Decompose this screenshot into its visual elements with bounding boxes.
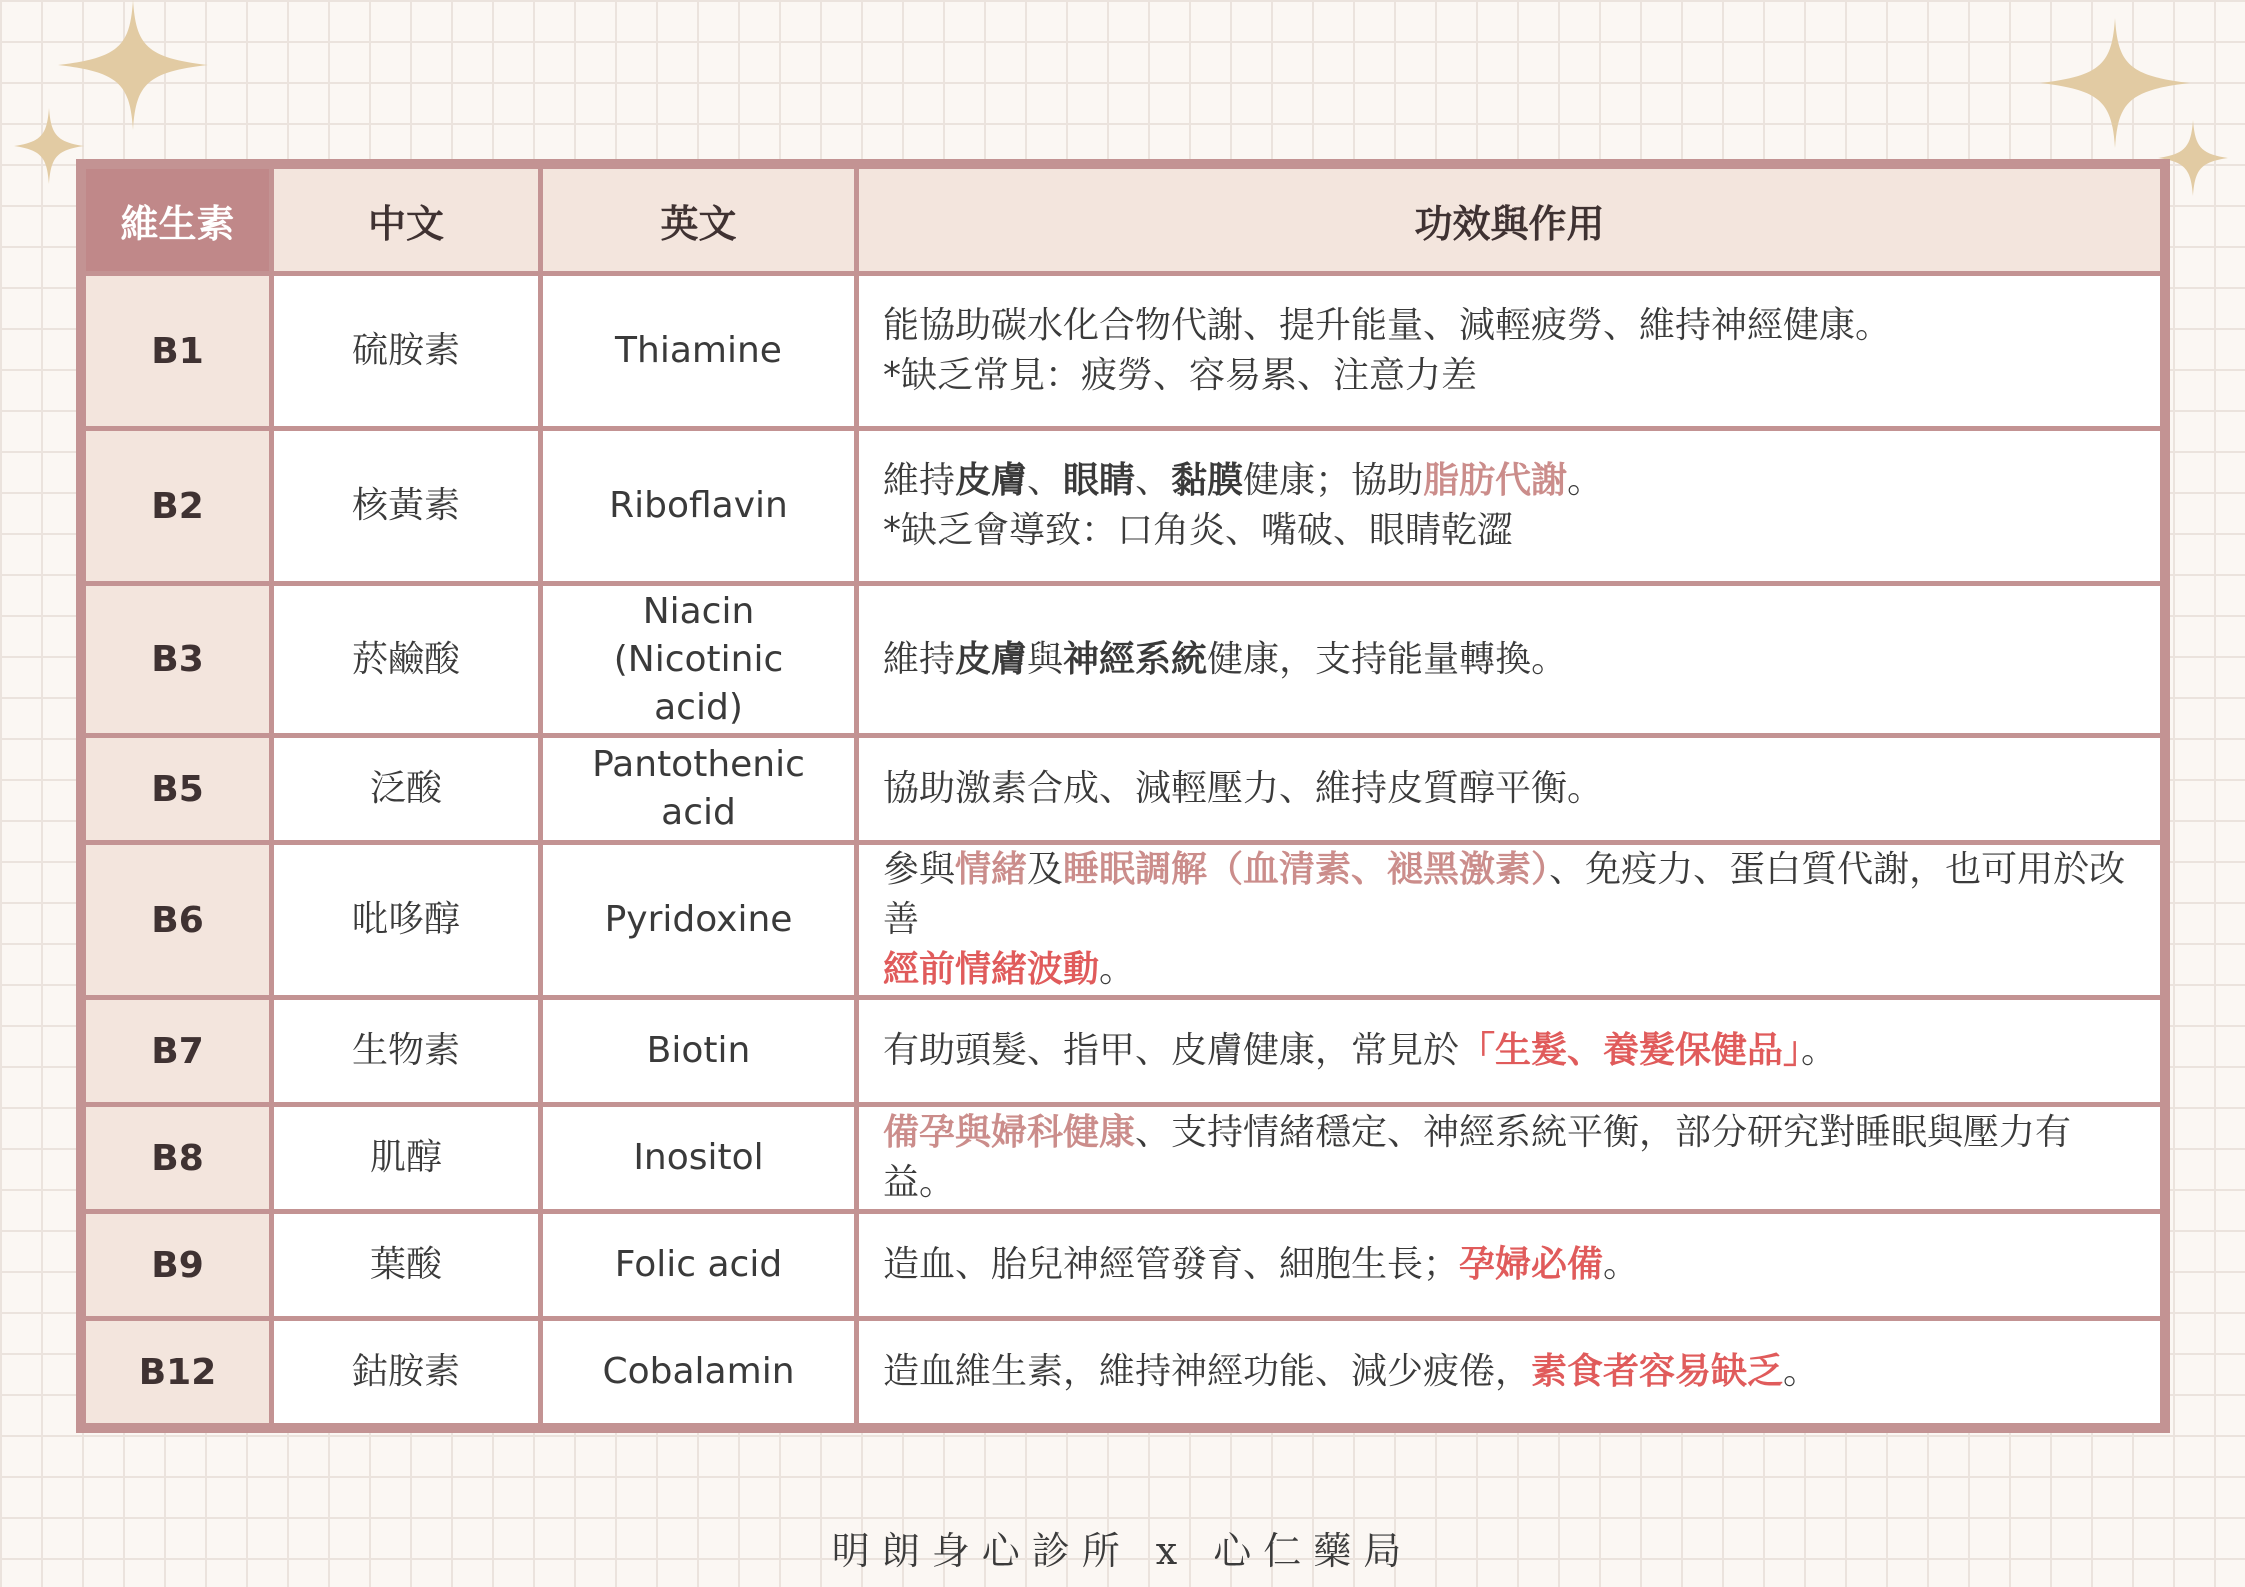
effects-line (883, 1026, 2138, 1076)
effects-text: 。 (1783, 1351, 1820, 1392)
cell-english-name (541, 736, 857, 843)
english-name-line: Thiamine (615, 330, 782, 371)
english-name-line: Riboflavin (609, 485, 788, 526)
effects-line (883, 1108, 2138, 1208)
effects-line (883, 1347, 2138, 1397)
cell-effects (857, 1319, 2163, 1426)
sparkle-icon-top-left-small (14, 108, 84, 184)
effects-highlight: 素食者容易缺乏 (1531, 1351, 1784, 1392)
effects-text: 維持 (883, 460, 956, 501)
effects-highlight: 黏膜 (1171, 460, 1244, 501)
table-row (84, 584, 2163, 736)
effects-text: 、免疫力、蛋白質代謝，也可用於改善 (883, 849, 2126, 940)
effects-highlight: 神經系統 (1063, 638, 1208, 680)
effects-text: 造血維生素，維持神經功能、減少疲倦， (883, 1351, 1532, 1392)
table-row (84, 998, 2163, 1105)
english-name-line: Pantothenic acid (592, 744, 805, 833)
footer-credit: 明朗身心診所 x 心仁藥局 (831, 1529, 1414, 1573)
effects-text: 健康；協助 (1243, 460, 1424, 501)
cell-vitamin: B12 (84, 1319, 272, 1426)
effects-text: 。 (1567, 460, 1604, 501)
english-name-line: Biotin (646, 1030, 751, 1071)
effects-line (883, 635, 2138, 685)
cell-chinese-name: 硫胺素 (272, 274, 541, 429)
effects-text: 、 (1027, 460, 1064, 501)
effects-highlight: 眼睛 (1063, 460, 1136, 501)
effects-line (883, 506, 2138, 556)
cell-english-name (541, 274, 857, 429)
table-row (84, 1319, 2163, 1426)
cell-chinese-name: 菸鹼酸 (272, 584, 541, 736)
effects-text: 維持 (883, 638, 956, 680)
effects-highlight: 經前情緒波動 (883, 949, 1100, 990)
effects-text: 。 (1099, 949, 1136, 990)
cell-chinese-name: 核黃素 (272, 429, 541, 584)
effects-text: 、支持情緒穩定、神經系統平衡，部分研究對睡眠與壓力有益。 (883, 1112, 2072, 1203)
table-row (84, 736, 2163, 843)
vitamin-table-grid (81, 164, 2165, 1428)
table-row (84, 1212, 2163, 1319)
cell-effects (857, 584, 2163, 736)
cell-vitamin: B1 (84, 274, 272, 429)
cell-vitamin: B9 (84, 1212, 272, 1319)
effects-highlight: 「生髮、養髮保健品」 (1459, 1030, 1802, 1071)
english-name-line: (Nicotinic acid) (613, 638, 784, 728)
english-name-line: Pyridoxine (604, 899, 793, 940)
english-name-line: Cobalamin (602, 1351, 795, 1392)
cell-english-name (541, 998, 857, 1105)
effects-text: 。 (1801, 1030, 1838, 1071)
cell-effects (857, 429, 2163, 584)
effects-line (883, 351, 2138, 401)
cell-chinese-name: 泛酸 (272, 736, 541, 843)
cell-english-name (541, 1212, 857, 1319)
cell-effects (857, 1212, 2163, 1319)
cell-english-name (541, 584, 857, 736)
cell-chinese-name: 吡哆醇 (272, 843, 541, 998)
effects-line (883, 456, 2138, 506)
effects-highlight: 睡眠調解（血清素、褪黑激素） (1063, 849, 1550, 890)
english-name-line: Niacin (642, 590, 755, 632)
cell-effects (857, 274, 2163, 429)
english-name-line: Folic acid (614, 1244, 783, 1285)
effects-text: 。 (1603, 1244, 1640, 1285)
cell-chinese-name: 葉酸 (272, 1212, 541, 1319)
effects-text: 、 (1135, 460, 1172, 501)
cell-vitamin: B3 (84, 584, 272, 736)
effects-text: 參與 (883, 849, 956, 890)
cell-effects (857, 736, 2163, 843)
effects-line (883, 945, 2138, 995)
effects-text: 協助激素合成、減輕壓力、維持皮質醇平衡。 (883, 768, 1604, 809)
effects-text: 及 (1027, 849, 1064, 890)
effects-text: *缺乏會導致：口角炎、嘴破、眼睛乾澀 (883, 510, 1514, 551)
cell-english-name (541, 1319, 857, 1426)
header-chinese: 中文 (272, 167, 541, 274)
effects-line (883, 764, 2138, 814)
cell-vitamin: B7 (84, 998, 272, 1105)
cell-effects (857, 998, 2163, 1105)
vitamin-b-table (76, 159, 2170, 1433)
cell-vitamin: B2 (84, 429, 272, 584)
header-vitamin: 維生素 (84, 167, 272, 274)
english-name-line: Inositol (633, 1137, 764, 1178)
effects-highlight: 皮膚 (955, 638, 1028, 680)
effects-line (883, 845, 2138, 945)
cell-effects (857, 1105, 2163, 1212)
effects-text: 造血、胎兒神經管發育、細胞生長； (883, 1244, 1460, 1285)
effects-text: 與 (1027, 638, 1064, 680)
effects-text: 能協助碳水化合物代謝、提升能量、減輕疲勞、維持神經健康。 (883, 305, 1892, 346)
effects-highlight: 脂肪代謝 (1423, 460, 1568, 501)
table-body (84, 274, 2163, 1426)
cell-english-name (541, 429, 857, 584)
cell-english-name (541, 1105, 857, 1212)
table-header-row (84, 167, 2163, 274)
table-row (84, 843, 2163, 998)
cell-vitamin: B8 (84, 1105, 272, 1212)
effects-highlight: 備孕與婦科健康 (883, 1112, 1136, 1153)
effects-highlight: 皮膚 (955, 460, 1028, 501)
cell-chinese-name: 鈷胺素 (272, 1319, 541, 1426)
effects-highlight: 情緒 (955, 849, 1028, 890)
effects-text: *缺乏常見：疲勞、容易累、注意力差 (883, 355, 1478, 396)
table-row (84, 274, 2163, 429)
header-effects: 功效與作用 (857, 167, 2163, 274)
cell-chinese-name: 肌醇 (272, 1105, 541, 1212)
effects-text: 健康，支持能量轉換。 (1207, 638, 1568, 680)
header-english: 英文 (541, 167, 857, 274)
cell-vitamin: B6 (84, 843, 272, 998)
table-row (84, 429, 2163, 584)
effects-text: 有助頭髮、指甲、皮膚健康，常見於 (883, 1030, 1460, 1071)
effects-line (883, 1240, 2138, 1290)
cell-vitamin: B5 (84, 736, 272, 843)
effects-highlight: 孕婦必備 (1459, 1244, 1604, 1285)
cell-english-name (541, 843, 857, 998)
cell-effects (857, 843, 2163, 998)
cell-chinese-name: 生物素 (272, 998, 541, 1105)
table-row (84, 1105, 2163, 1212)
effects-line (883, 301, 2138, 351)
